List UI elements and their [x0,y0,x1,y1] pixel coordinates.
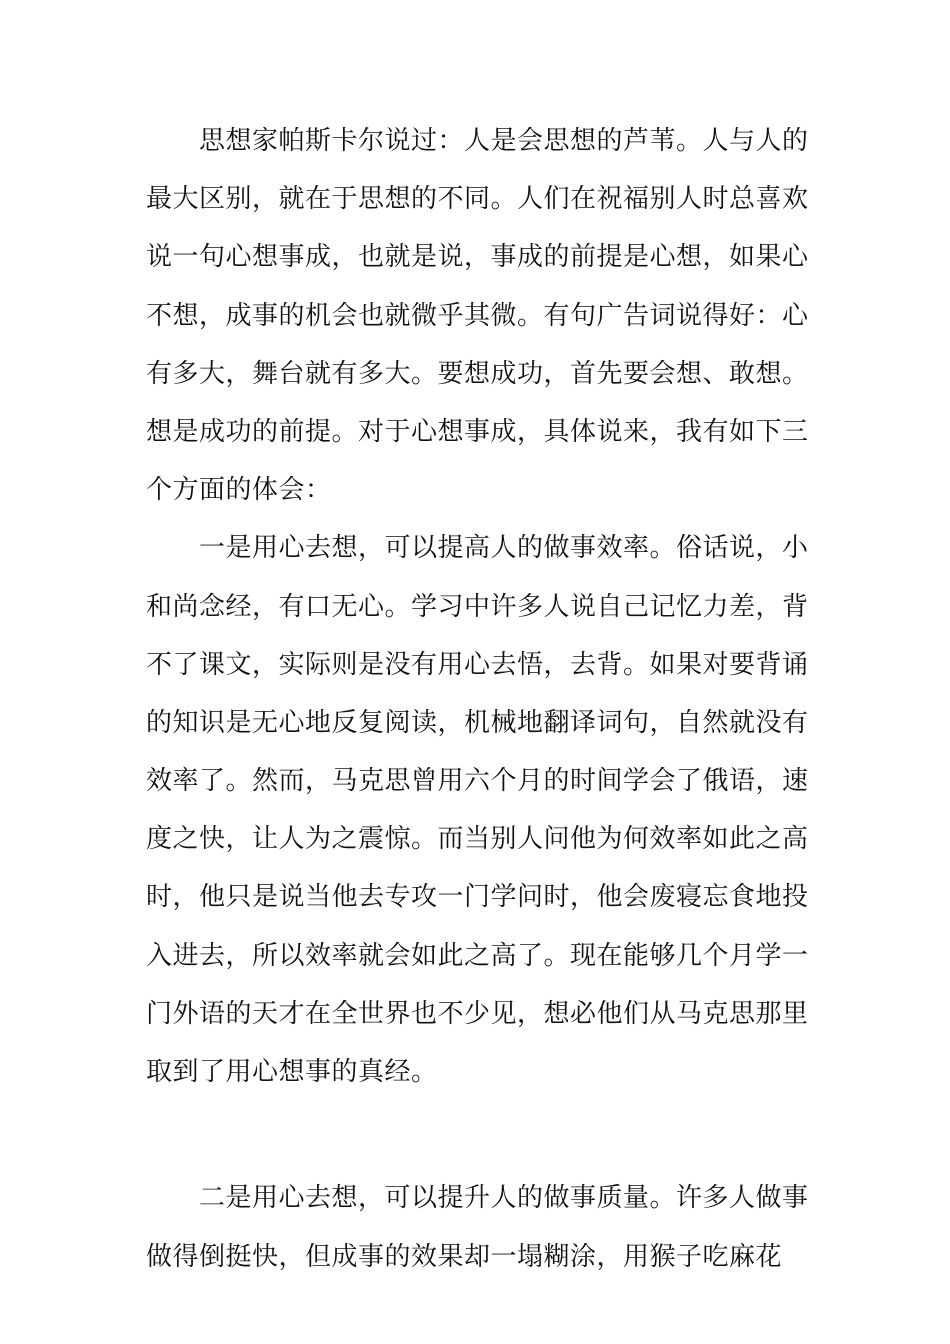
text-line: 有多大，舞台就有多大。要想成功，首先要会想、敢想。 [146,358,809,389]
text-line: 时，他只是说当他去专攻一门学问时，他会废寝忘食地投 [146,882,809,913]
text-line: 个方面的体会： [146,475,332,506]
paragraph [146,1169,808,1285]
text-line: 不了课文，实际则是没有用心去悟，去背。如果对要背诵 [146,649,809,680]
text-line: 想是成功的前提。对于心想事成，具体说来，我有如下三 [146,416,809,447]
text-line [146,1101,808,1159]
text-line: 入进去，所以效率就会如此之高了。现在能够几个月学一 [146,940,809,971]
text-line: 思想家帕斯卡尔说过：人是会思想的芦苇。人与人的 [146,126,809,156]
text-line: 二是用心去想，可以提升人的做事质量。许多人做事 [146,1183,809,1214]
text-line: 不想，成事的机会也就微乎其微。有句广告词说得好：心 [146,300,809,331]
text-line: 说一句心想事成，也就是说，事成的前提是心想，如果心 [146,242,809,273]
document-body [146,112,808,1286]
text-line: 最大区别，就在于思想的不同。人们在祝福别人时总喜欢 [146,184,809,215]
paragraph [146,112,808,519]
text-line: 取到了用心想事的真经。 [146,1057,438,1087]
paragraph-spacer [146,1159,808,1169]
paragraph [146,519,808,1159]
text-line: 一是用心去想，可以提高人的做事效率。俗话说，小 [146,533,809,564]
text-line: 度之快，让人为之震惊。而当别人问他为何效率如此之高 [146,824,809,855]
text-line: 的知识是无心地反复阅读，机械地翻译词句，自然就没有 [146,707,809,738]
text-line: 做得倒挺快，但成事的效果却一塌糊涂，用猴子吃麻花 [146,1241,783,1272]
text-line: 效率了。然而，马克思曾用六个月的时间学会了俄语，速 [146,766,809,797]
text-line: 和尚念经，有口无心。学习中许多人说自己记忆力差，背 [146,591,809,622]
text-line: 门外语的天才在全世界也不少见，想必他们从马克思那里 [146,998,809,1029]
